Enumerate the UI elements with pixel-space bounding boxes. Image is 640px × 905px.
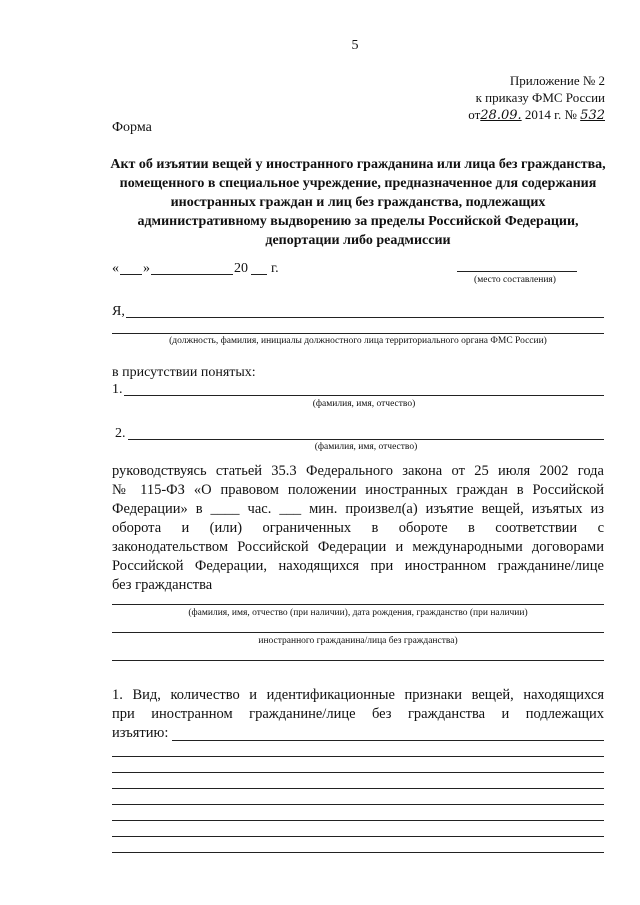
body-line: без гражданства <box>112 577 213 593</box>
official-caption: (должность, фамилия, инициалы должностного лица территориального органа ФМС России) <box>169 336 547 346</box>
year-blank-line <box>251 274 267 275</box>
official-blank-line-2 <box>112 333 604 334</box>
person-blank-line <box>112 604 604 605</box>
witness-2-number: 2. <box>115 426 126 441</box>
appendix-block <box>455 72 605 124</box>
handwritten-date: 28.09. <box>480 108 522 123</box>
appendix-line-1: Приложение № 2 <box>509 73 605 88</box>
date-close-quote: » <box>143 261 150 276</box>
witness-1-number: 1. <box>112 382 123 397</box>
body-line: законодательством Российской Федерации и международными договорами <box>112 539 604 555</box>
person-blank-line <box>112 632 604 633</box>
handwritten-order-number: 532 <box>580 108 605 123</box>
appendix-date-prefix: от <box>468 107 481 122</box>
document-title: Акт об изъятии вещей у иностранного гражданина или лица без гражданства, помещенного в специальное учреждение, предназначенное для содержания иностранных граждан и лиц без гражданства, подлежащих административному выдворению за пределы Российской Федерации, депортации либо реадмиссии <box>110 157 606 248</box>
witnesses-intro: в присутствии понятых: <box>112 365 256 380</box>
section-1-line: 1. Вид, количество и идентификационные признаки вещей, находящихся <box>112 687 604 703</box>
body-line: руководствуясь статьей 35.3 Федерального закона от 25 июля 2002 года <box>112 463 604 479</box>
place-caption: (место составления) <box>474 275 556 285</box>
place-blank-line <box>457 271 577 272</box>
items-blank-line <box>112 836 604 837</box>
body-line: № 115-ФЗ «О правовом положении иностранных граждан в Российской <box>112 482 604 498</box>
date-year-suffix: г. <box>271 261 279 276</box>
date-century: 20 <box>234 261 248 276</box>
body-line: Федерации» в ____ час. ___ мин. произвел(а) изъятие вещей, изъятых из <box>112 501 604 517</box>
day-blank-line <box>120 274 142 275</box>
appendix-date-line <box>455 106 605 124</box>
items-blank-line <box>112 804 604 805</box>
items-blank-line <box>112 756 604 757</box>
page-number: 5 <box>351 38 359 53</box>
section-1-paragraph <box>112 686 604 743</box>
items-blank-line <box>112 820 604 821</box>
witness-1-blank-line <box>124 395 604 396</box>
form-label: Форма <box>112 120 152 135</box>
official-blank-line <box>126 317 604 318</box>
items-blank-line <box>112 772 604 773</box>
appendix-year: 2014 г. № <box>524 107 577 122</box>
appendix-line-2: к приказу ФМС России <box>475 90 605 105</box>
body-line: оборота и (или) ограниченных в обороте в соответствии с <box>112 520 604 536</box>
body-line: Российской Федерации, находящихся при иностранном гражданине/лице <box>112 558 604 574</box>
items-blank-line <box>172 740 604 741</box>
official-prefix: Я, <box>112 304 125 319</box>
items-blank-line <box>112 788 604 789</box>
person-caption-1: (фамилия, имя, отчество (при наличии), дата рождения, гражданство (при наличии) <box>188 608 528 618</box>
witness-1-caption: (фамилия, имя, отчество) <box>312 399 416 409</box>
items-blank-line <box>112 852 604 853</box>
section-1-line: при иностранном гражданине/лице без гражданства и подлежащих <box>112 706 604 722</box>
witness-2-blank-line <box>128 439 604 440</box>
witness-2-caption: (фамилия, имя, отчество) <box>314 442 418 452</box>
month-blank-line <box>151 274 233 275</box>
person-caption-2: иностранного гражданина/лица без гражданства) <box>258 636 458 646</box>
person-blank-line <box>112 660 604 661</box>
section-1-line: изъятию: <box>112 725 169 741</box>
body-paragraph <box>112 462 604 595</box>
date-open-quote: « <box>112 261 119 276</box>
